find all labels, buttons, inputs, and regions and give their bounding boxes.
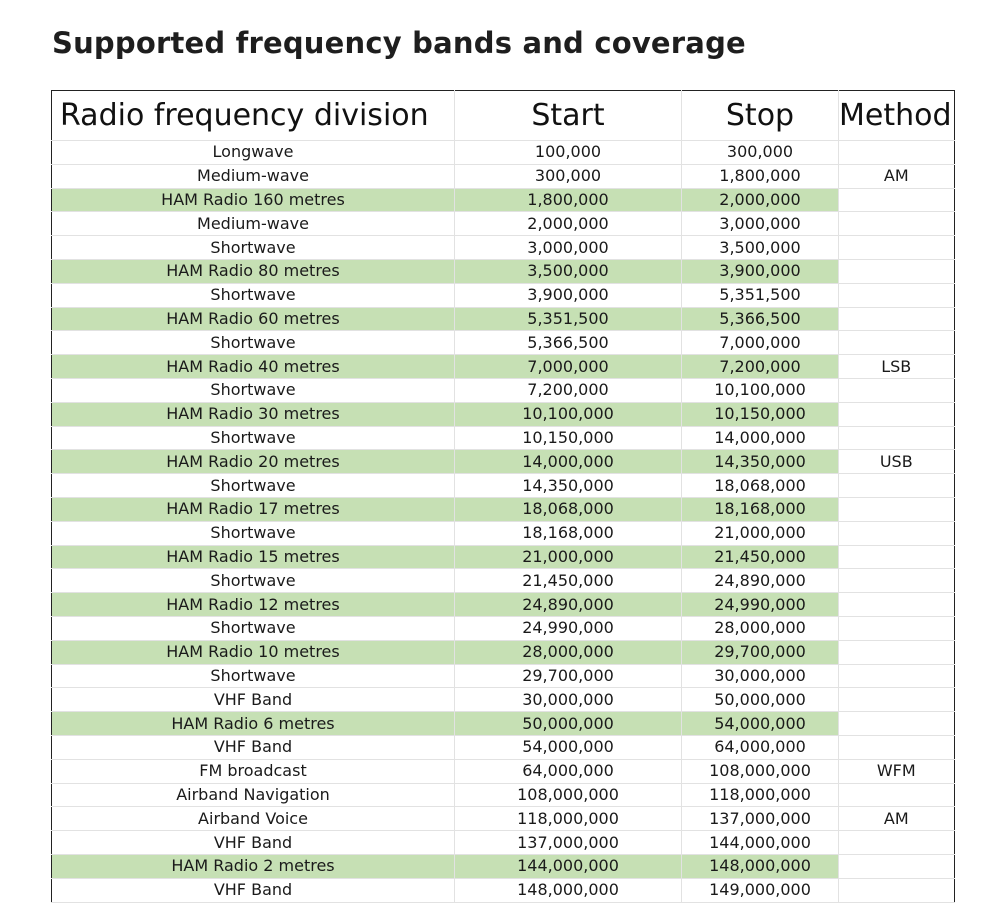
cell-method: [839, 236, 955, 260]
cell-division: FM broadcast: [52, 759, 455, 783]
cell-method: [839, 545, 955, 569]
cell-start: 21,450,000: [455, 569, 682, 593]
cell-stop: 10,100,000: [682, 378, 839, 402]
header-start: Start: [455, 91, 682, 141]
cell-stop: 30,000,000: [682, 664, 839, 688]
cell-division: Shortwave: [52, 426, 455, 450]
cell-division: Shortwave: [52, 283, 455, 307]
cell-start: 18,068,000: [455, 497, 682, 521]
cell-stop: 18,168,000: [682, 497, 839, 521]
cell-method: [839, 402, 955, 426]
table-row: [52, 807, 955, 831]
cell-division: HAM Radio 160 metres: [52, 188, 455, 212]
cell-method: [839, 331, 955, 355]
cell-stop: 3,000,000: [682, 212, 839, 236]
cell-division: VHF Band: [52, 688, 455, 712]
cell-start: 21,000,000: [455, 545, 682, 569]
cell-start: 100,000: [455, 141, 682, 165]
table-row: [52, 688, 955, 712]
cell-division: HAM Radio 6 metres: [52, 712, 455, 736]
cell-start: 28,000,000: [455, 640, 682, 664]
table-row: [52, 712, 955, 736]
cell-method: [839, 616, 955, 640]
cell-division: Shortwave: [52, 378, 455, 402]
cell-method: AM: [839, 807, 955, 831]
cell-method: [839, 664, 955, 688]
cell-method: [839, 497, 955, 521]
cell-stop: 28,000,000: [682, 616, 839, 640]
cell-start: 30,000,000: [455, 688, 682, 712]
table-row: [52, 307, 955, 331]
header-division: Radio frequency division: [52, 91, 455, 141]
cell-method: [839, 212, 955, 236]
cell-method: [839, 378, 955, 402]
header-stop: Stop: [682, 91, 839, 141]
table-row: [52, 735, 955, 759]
cell-start: 300,000: [455, 164, 682, 188]
table-row: [52, 141, 955, 165]
cell-start: 5,351,500: [455, 307, 682, 331]
cell-stop: 118,000,000: [682, 783, 839, 807]
cell-division: HAM Radio 60 metres: [52, 307, 455, 331]
table-header-row: [52, 91, 955, 141]
cell-stop: 29,700,000: [682, 640, 839, 664]
table-row: [52, 878, 955, 902]
table-row: [52, 188, 955, 212]
cell-division: HAM Radio 12 metres: [52, 593, 455, 617]
table-row: [52, 474, 955, 498]
cell-division: HAM Radio 2 metres: [52, 854, 455, 878]
cell-stop: 24,990,000: [682, 593, 839, 617]
cell-start: 3,000,000: [455, 236, 682, 260]
cell-method: [839, 735, 955, 759]
cell-stop: 3,900,000: [682, 259, 839, 283]
cell-division: Shortwave: [52, 521, 455, 545]
cell-stop: 7,200,000: [682, 355, 839, 379]
cell-division: HAM Radio 20 metres: [52, 450, 455, 474]
cell-method: [839, 259, 955, 283]
cell-stop: 21,000,000: [682, 521, 839, 545]
table-row: [52, 355, 955, 379]
cell-start: 7,200,000: [455, 378, 682, 402]
cell-method: [839, 783, 955, 807]
cell-method: [839, 593, 955, 617]
cell-division: Shortwave: [52, 236, 455, 260]
cell-start: 50,000,000: [455, 712, 682, 736]
cell-start: 5,366,500: [455, 331, 682, 355]
cell-start: 1,800,000: [455, 188, 682, 212]
cell-start: 10,100,000: [455, 402, 682, 426]
cell-start: 64,000,000: [455, 759, 682, 783]
cell-division: HAM Radio 15 metres: [52, 545, 455, 569]
cell-method: [839, 688, 955, 712]
table-row: [52, 783, 955, 807]
table-row: [52, 450, 955, 474]
cell-method: [839, 854, 955, 878]
table-row: [52, 212, 955, 236]
cell-start: 29,700,000: [455, 664, 682, 688]
cell-stop: 21,450,000: [682, 545, 839, 569]
header-method: Method: [839, 91, 955, 141]
cell-method: [839, 521, 955, 545]
cell-stop: 144,000,000: [682, 831, 839, 855]
cell-method: [839, 712, 955, 736]
cell-division: HAM Radio 17 metres: [52, 497, 455, 521]
cell-start: 7,000,000: [455, 355, 682, 379]
cell-stop: 14,350,000: [682, 450, 839, 474]
cell-stop: 18,068,000: [682, 474, 839, 498]
cell-division: Shortwave: [52, 331, 455, 355]
cell-division: Shortwave: [52, 664, 455, 688]
cell-method: [839, 426, 955, 450]
cell-stop: 24,890,000: [682, 569, 839, 593]
cell-stop: 14,000,000: [682, 426, 839, 450]
cell-stop: 108,000,000: [682, 759, 839, 783]
cell-division: Shortwave: [52, 569, 455, 593]
table-row: [52, 640, 955, 664]
cell-method: USB: [839, 450, 955, 474]
cell-method: [839, 569, 955, 593]
cell-stop: 10,150,000: [682, 402, 839, 426]
cell-division: VHF Band: [52, 735, 455, 759]
cell-method: [839, 640, 955, 664]
cell-start: 14,350,000: [455, 474, 682, 498]
table-row: [52, 378, 955, 402]
page-title: Supported frequency bands and coverage: [52, 26, 746, 60]
cell-division: Shortwave: [52, 474, 455, 498]
cell-stop: 7,000,000: [682, 331, 839, 355]
cell-division: HAM Radio 40 metres: [52, 355, 455, 379]
cell-start: 18,168,000: [455, 521, 682, 545]
table-row: [52, 593, 955, 617]
cell-stop: 5,351,500: [682, 283, 839, 307]
cell-division: HAM Radio 10 metres: [52, 640, 455, 664]
cell-stop: 1,800,000: [682, 164, 839, 188]
cell-method: [839, 474, 955, 498]
cell-division: Airband Navigation: [52, 783, 455, 807]
cell-start: 24,990,000: [455, 616, 682, 640]
cell-division: VHF Band: [52, 831, 455, 855]
cell-method: [839, 188, 955, 212]
cell-stop: 300,000: [682, 141, 839, 165]
cell-stop: 148,000,000: [682, 854, 839, 878]
table-row: [52, 283, 955, 307]
cell-start: 2,000,000: [455, 212, 682, 236]
cell-start: 144,000,000: [455, 854, 682, 878]
cell-division: Airband Voice: [52, 807, 455, 831]
cell-start: 10,150,000: [455, 426, 682, 450]
cell-stop: 50,000,000: [682, 688, 839, 712]
table-row: [52, 616, 955, 640]
cell-stop: 2,000,000: [682, 188, 839, 212]
cell-stop: 5,366,500: [682, 307, 839, 331]
cell-method: AM: [839, 164, 955, 188]
cell-method: LSB: [839, 355, 955, 379]
cell-stop: 54,000,000: [682, 712, 839, 736]
table-row: [52, 426, 955, 450]
cell-division: HAM Radio 30 metres: [52, 402, 455, 426]
table-row: [52, 521, 955, 545]
table-row: [52, 402, 955, 426]
cell-division: Longwave: [52, 141, 455, 165]
table-row: [52, 569, 955, 593]
cell-start: 24,890,000: [455, 593, 682, 617]
cell-division: Medium-wave: [52, 164, 455, 188]
cell-method: [839, 831, 955, 855]
cell-method: [839, 307, 955, 331]
cell-method: [839, 283, 955, 307]
cell-start: 3,900,000: [455, 283, 682, 307]
table-row: [52, 497, 955, 521]
cell-start: 108,000,000: [455, 783, 682, 807]
cell-stop: 149,000,000: [682, 878, 839, 902]
cell-method: WFM: [839, 759, 955, 783]
cell-start: 137,000,000: [455, 831, 682, 855]
table-row: [52, 236, 955, 260]
table-row: [52, 854, 955, 878]
cell-division: Medium-wave: [52, 212, 455, 236]
cell-division: HAM Radio 80 metres: [52, 259, 455, 283]
cell-method: [839, 141, 955, 165]
table-row: [52, 759, 955, 783]
cell-stop: 3,500,000: [682, 236, 839, 260]
cell-start: 3,500,000: [455, 259, 682, 283]
cell-start: 118,000,000: [455, 807, 682, 831]
table-row: [52, 259, 955, 283]
cell-division: Shortwave: [52, 616, 455, 640]
table-row: [52, 331, 955, 355]
cell-start: 54,000,000: [455, 735, 682, 759]
table-row: [52, 664, 955, 688]
table-row: [52, 831, 955, 855]
cell-start: 148,000,000: [455, 878, 682, 902]
cell-start: 14,000,000: [455, 450, 682, 474]
cell-method: [839, 878, 955, 902]
cell-division: VHF Band: [52, 878, 455, 902]
frequency-table: [51, 90, 955, 903]
table-row: [52, 545, 955, 569]
table-row: [52, 164, 955, 188]
cell-stop: 137,000,000: [682, 807, 839, 831]
cell-stop: 64,000,000: [682, 735, 839, 759]
